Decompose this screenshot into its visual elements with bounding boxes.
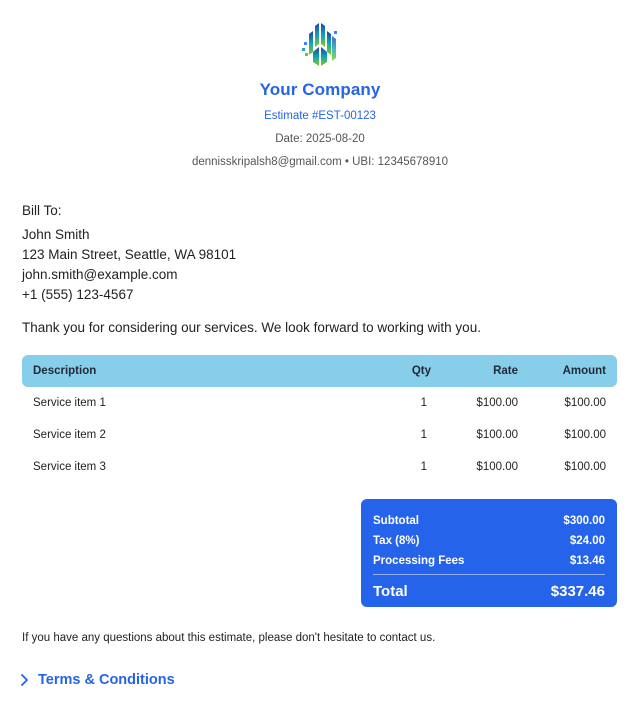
- item-amount: $100.00: [564, 429, 606, 441]
- line-items-table: [22, 355, 617, 483]
- subtotal-label: Subtotal: [373, 515, 419, 527]
- column-header-rate: Rate: [451, 355, 531, 387]
- item-rate: $100.00: [476, 461, 518, 473]
- company-name: Your Company: [259, 80, 381, 99]
- item-rate: $100.00: [476, 397, 518, 409]
- client-name: John Smith: [22, 227, 90, 242]
- grand-total-row: [373, 580, 605, 602]
- estimate-number: Estimate #EST-00123: [264, 110, 376, 122]
- bill-to-section: [22, 201, 236, 305]
- processing-fees-row: [373, 551, 605, 571]
- total-value: $337.46: [550, 582, 605, 600]
- item-qty: 1: [420, 397, 427, 409]
- totals-panel: [361, 499, 617, 607]
- column-header-description: Description: [22, 355, 391, 387]
- processing-fees-value: $13.46: [569, 555, 605, 567]
- column-header-amount: Amount: [531, 355, 617, 387]
- table-row: [22, 451, 617, 483]
- intro-message: Thank you for considering our services. We look forward to working with you.: [22, 320, 481, 335]
- subtotal-row: [373, 511, 605, 531]
- client-email: john.smith@example.com: [22, 267, 178, 282]
- item-qty: 1: [420, 461, 427, 473]
- table-row: [22, 387, 617, 419]
- table-row: [22, 419, 617, 451]
- footer-note: If you have any questions about this estimate, please don't hesitate to contact us.: [22, 632, 436, 644]
- tax-value: $24.00: [569, 535, 605, 547]
- tax-row: [373, 531, 605, 551]
- item-description: Service item 2: [33, 429, 106, 441]
- item-amount: $100.00: [564, 397, 606, 409]
- terms-label: Terms & Conditions: [38, 672, 175, 688]
- company-logo-icon: [300, 22, 340, 68]
- chevron-right-icon: [20, 674, 30, 686]
- item-description: Service item 1: [33, 397, 106, 409]
- column-header-qty: Qty: [391, 355, 451, 387]
- totals-divider: [373, 574, 605, 575]
- item-amount: $100.00: [564, 461, 606, 473]
- total-label: Total: [373, 582, 408, 600]
- company-contact-line: dennisskripalsh8@gmail.com • UBI: 12345678910: [191, 156, 449, 168]
- bill-to-label: Bill To:: [22, 203, 62, 218]
- tax-label: Tax (8%): [373, 535, 420, 547]
- terms-and-conditions-toggle[interactable]: [20, 672, 175, 688]
- processing-fees-label: Processing Fees: [373, 555, 465, 567]
- item-qty: 1: [420, 429, 427, 441]
- client-phone: +1 (555) 123-4567: [22, 287, 134, 302]
- client-address: 123 Main Street, Seattle, WA 98101: [22, 247, 237, 262]
- item-rate: $100.00: [476, 429, 518, 441]
- estimate-header: [0, 0, 640, 168]
- item-description: Service item 3: [33, 461, 106, 473]
- subtotal-value: $300.00: [563, 515, 605, 527]
- estimate-date: Date: 2025-08-20: [275, 133, 365, 145]
- table-header-row: [22, 355, 617, 387]
